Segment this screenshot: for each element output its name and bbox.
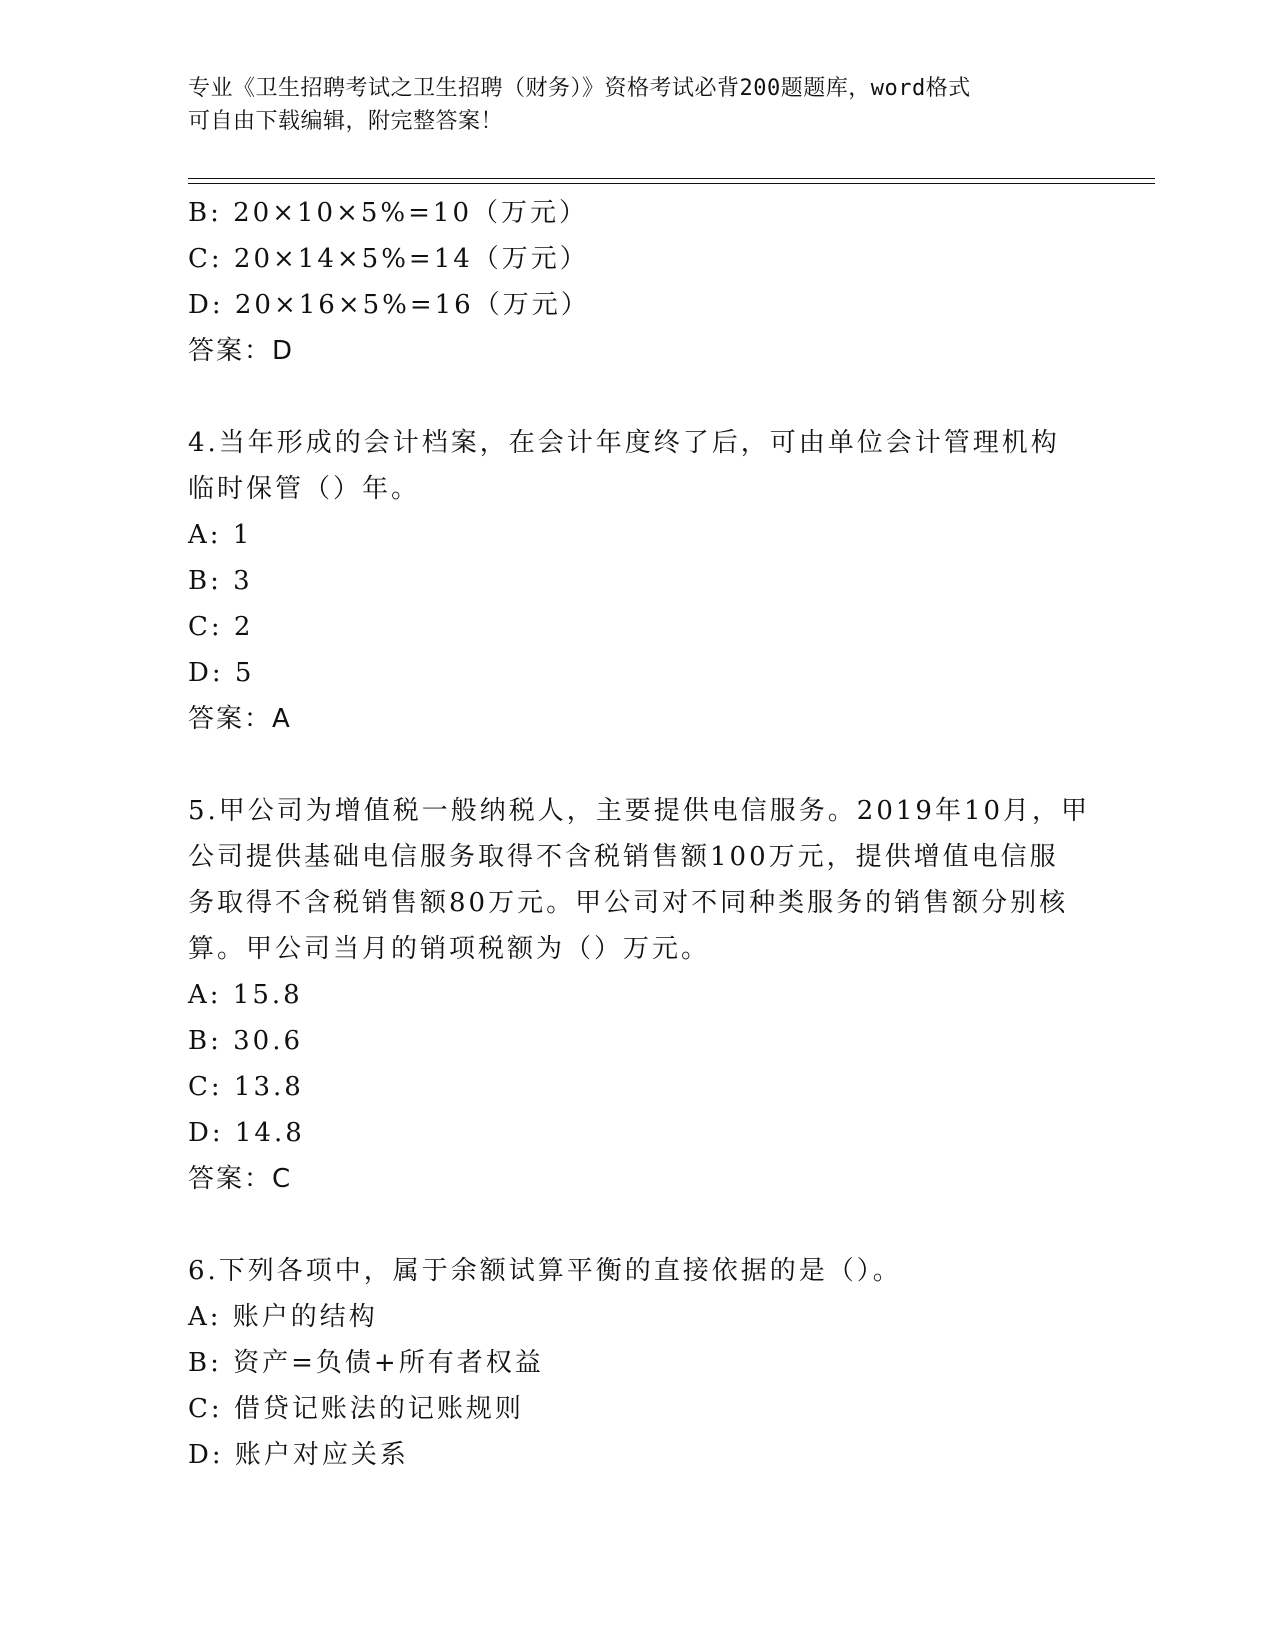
header-divider-top — [188, 178, 1155, 179]
option-c: C: 借贷记账法的记账规则 — [188, 1394, 524, 1424]
spacer — [188, 1202, 1088, 1248]
answer-text: 答案：D — [188, 336, 295, 366]
answer-text: 答案：C — [188, 1164, 293, 1194]
question-5 — [188, 788, 1091, 1202]
option-b: B: 3 — [188, 566, 253, 596]
spacer — [188, 374, 1088, 420]
header-divider-bottom — [188, 183, 1155, 184]
option-b: B: 20×10×5%=10（万元） — [188, 198, 588, 228]
answer-text: 答案：A — [188, 704, 292, 734]
spacer — [188, 742, 1088, 788]
option-b: B: 资产=负债+所有者权益 — [188, 1348, 544, 1378]
question-stem-line: 临时保管（）年。 — [188, 474, 421, 504]
question-stem-line: 5.甲公司为增值税一般纳税人，主要提供电信服务。2019年10月，甲 — [188, 796, 1091, 826]
question-stem-line: 6.下列各项中，属于余额试算平衡的直接依据的是（）。 — [188, 1256, 902, 1286]
question-4 — [188, 420, 1088, 742]
option-a: A: 1 — [188, 520, 253, 550]
option-a: A: 账户的结构 — [188, 1302, 378, 1332]
option-d: D: 5 — [188, 658, 255, 688]
option-c: C: 13.8 — [188, 1072, 304, 1102]
option-b: B: 30.6 — [188, 1026, 304, 1056]
option-a: A: 15.8 — [188, 980, 303, 1010]
header-line-2: 可自由下载编辑，附完整答案！ — [188, 109, 504, 134]
option-d: D: 20×16×5%=16（万元） — [188, 290, 590, 320]
question-3-continued — [188, 190, 1088, 374]
question-stem-line: 4.当年形成的会计档案，在会计年度终了后，可由单位会计管理机构 — [188, 428, 1060, 458]
document-header — [188, 72, 1088, 138]
question-stem-line: 公司提供基础电信服务取得不含税销售额100万元，提供增值电信服 — [188, 842, 1059, 872]
option-c: C: 20×14×5%=14（万元） — [188, 244, 589, 274]
option-d: D: 14.8 — [188, 1118, 305, 1148]
question-stem-line: 算。甲公司当月的销项税额为（）万元。 — [188, 934, 711, 964]
question-stem-line: 务取得不含税销售额80万元。甲公司对不同种类服务的销售额分别核 — [188, 888, 1069, 918]
option-c: C: 2 — [188, 612, 254, 642]
question-6 — [188, 1248, 1088, 1478]
header-line-1: 专业《卫生招聘考试之卫生招聘（财务）》资格考试必背200题题库，word格式 — [188, 76, 971, 101]
option-d: D: 账户对应关系 — [188, 1440, 409, 1470]
question-list — [188, 190, 1091, 1478]
